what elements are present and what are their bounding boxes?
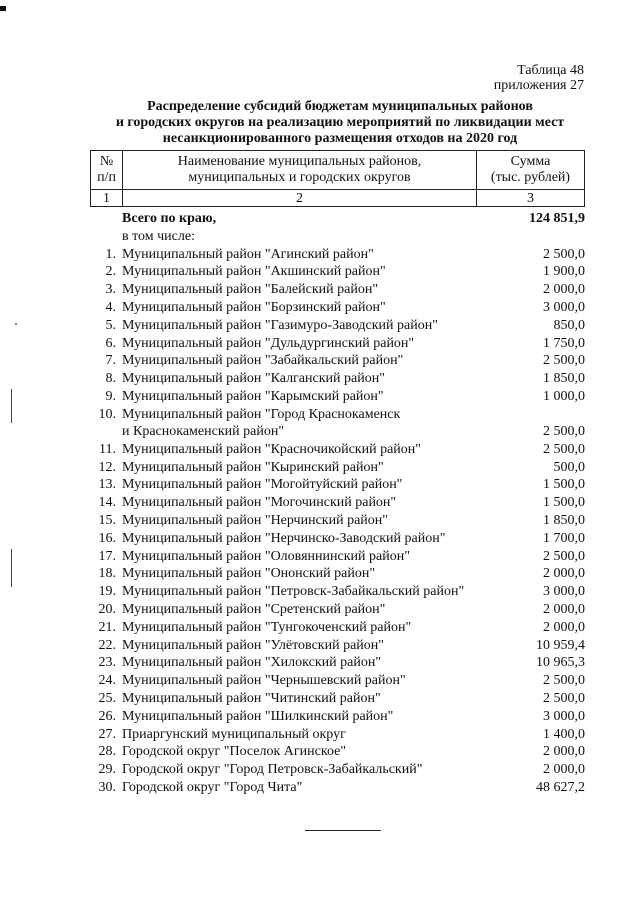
row-name: Городской округ "Поселок Агинское" [122, 744, 347, 760]
total-label: Всего по краю, [122, 211, 217, 226]
row-number: 21. [98, 619, 116, 635]
row-value: 3 000,0 [543, 708, 585, 724]
row-name-line: и Краснокаменский район" [122, 423, 285, 439]
row-name [122, 406, 400, 440]
row-number: 20. [98, 601, 116, 617]
table-row [90, 637, 585, 655]
row-name: Муниципальный район "Нерчинско-Заводский район" [122, 530, 446, 546]
including-row [90, 228, 585, 246]
col-sum-label: (тыс. рублей) [490, 170, 571, 185]
row-name: Муниципальный район "Ононский район" [122, 566, 376, 582]
table-row [90, 317, 585, 335]
col-sum-label: Сумма [510, 154, 551, 169]
table-row [90, 726, 585, 744]
row-number: 5. [105, 317, 116, 333]
table-body [90, 210, 585, 797]
row-number: 29. [98, 762, 116, 778]
row-name: Муниципальный район "Могочинский район" [122, 495, 397, 511]
col-index: 1 [91, 190, 123, 207]
row-name: Городской округ "Город Чита" [122, 779, 303, 795]
row-number: 22. [98, 637, 116, 653]
row-value: 1 400,0 [543, 726, 585, 742]
table-row [90, 654, 585, 672]
row-value: 2 000,0 [543, 744, 585, 760]
row-value: 3 000,0 [543, 584, 585, 600]
table-row [90, 512, 585, 530]
row-value: 2 500,0 [543, 548, 585, 564]
row-number: 11. [99, 441, 116, 457]
table-row [90, 299, 585, 317]
row-value: 1 700,0 [543, 530, 585, 546]
row-value: 2 000,0 [543, 282, 585, 298]
row-value: 10 965,3 [536, 655, 585, 671]
col-name-label: Наименование муниципальных районов, [177, 154, 422, 169]
col-num-label: п/п [97, 170, 116, 185]
row-number: 16. [98, 530, 116, 546]
col-num-label: № [99, 154, 114, 169]
scan-corner-mark [0, 6, 6, 11]
table-row [90, 246, 585, 264]
table-row [90, 672, 585, 690]
table-row [90, 601, 585, 619]
table-row [90, 565, 585, 583]
row-value: 500,0 [553, 459, 585, 475]
table-row [90, 263, 585, 281]
row-number: 26. [98, 708, 116, 724]
row-value: 2 000,0 [543, 762, 585, 778]
title-line: и городских округов на реализацию мероприятий по ликвидации мест [115, 115, 565, 130]
row-number: 24. [98, 673, 116, 689]
col-sum-header [477, 151, 585, 190]
row-number: 9. [105, 388, 116, 404]
row-name: Муниципальный район "Петровск-Забайкальский район" [122, 584, 465, 600]
scan-margin-mark [11, 549, 12, 587]
row-name: Муниципальный район "Шилкинский район" [122, 708, 394, 724]
table-row [90, 583, 585, 601]
row-number: 4. [105, 299, 116, 315]
row-name: Муниципальный район "Калганский район" [122, 371, 385, 387]
row-name-line: Муниципальный район "Город Краснокаменск [122, 406, 401, 422]
row-name: Муниципальный район "Борзинский район" [122, 299, 386, 315]
row-value: 1 850,0 [543, 371, 585, 387]
row-name: Муниципальный район "Улётовский район" [122, 637, 384, 653]
row-name: Муниципальный район "Газимуро-Заводский район" [122, 317, 438, 333]
row-name: Муниципальный район "Карымский район" [122, 388, 384, 404]
row-value: 2 000,0 [543, 619, 585, 635]
row-value: 2 500,0 [543, 423, 585, 439]
col-num-header [91, 151, 123, 190]
row-name: Муниципальный район "Акшинский район" [122, 264, 386, 280]
row-number: 13. [98, 477, 116, 493]
row-number: 6. [105, 335, 116, 351]
row-value: 1 850,0 [543, 512, 585, 528]
row-number: 15. [98, 512, 116, 528]
row-value: 1 000,0 [543, 388, 585, 404]
including-label: в том числе: [122, 228, 195, 244]
row-number: 14. [98, 495, 116, 511]
total-value: 124 851,9 [529, 211, 585, 226]
row-number: 25. [98, 690, 116, 706]
table-row [90, 406, 585, 441]
row-value: 2 000,0 [543, 601, 585, 617]
table-row [90, 441, 585, 459]
row-number: 7. [105, 353, 116, 369]
table-row [90, 548, 585, 566]
table-reference [494, 63, 584, 93]
row-name: Муниципальный район "Чернышевский район" [122, 673, 406, 689]
table-row [90, 761, 585, 779]
row-name: Муниципальный район "Забайкальский район" [122, 353, 404, 369]
row-value: 2 500,0 [543, 246, 585, 262]
row-name: Муниципальный район "Оловяннинский район" [122, 548, 410, 564]
row-value: 10 959,4 [536, 637, 585, 653]
row-name: Муниципальный район "Кыринский район" [122, 459, 384, 475]
scan-margin-mark [11, 389, 12, 423]
row-name: Муниципальный район "Красночикойский район" [122, 441, 421, 457]
table-number: Таблица 48 [517, 63, 584, 78]
row-number: 12. [98, 459, 116, 475]
document-title [90, 99, 590, 147]
col-index: 2 [123, 190, 477, 207]
row-value: 3 000,0 [543, 299, 585, 315]
row-name: Муниципальный район "Читинский район" [122, 690, 381, 706]
row-value: 2 500,0 [543, 441, 585, 457]
table-row [90, 459, 585, 477]
row-name: Муниципальный район "Тунгокоченский район" [122, 619, 412, 635]
table-row [90, 281, 585, 299]
row-value: 1 500,0 [543, 495, 585, 511]
table-row [90, 370, 585, 388]
table-row [90, 530, 585, 548]
row-value: 2 500,0 [543, 673, 585, 689]
row-value: 850,0 [553, 317, 585, 333]
table-row [90, 388, 585, 406]
table-header [90, 150, 585, 207]
row-value: 1 500,0 [543, 477, 585, 493]
row-name: Муниципальный район "Могойтуйский район" [122, 477, 403, 493]
col-name-label: муниципальных и городских округов [188, 170, 411, 185]
table-row [90, 619, 585, 637]
row-number: 27. [98, 726, 116, 742]
row-name: Приаргунский муниципальный округ [122, 726, 346, 742]
table-row [90, 779, 585, 797]
row-value: 1 900,0 [543, 264, 585, 280]
row-number: 23. [98, 655, 116, 671]
table-row [90, 352, 585, 370]
row-name: Муниципальный район "Хилокский район" [122, 655, 382, 671]
row-number: 2. [105, 264, 116, 280]
row-number: 8. [105, 371, 116, 387]
appendix-number: приложения 27 [493, 78, 584, 93]
table-row [90, 494, 585, 512]
row-value: 2 000,0 [543, 566, 585, 582]
end-line [305, 830, 381, 831]
row-number: 28. [98, 744, 116, 760]
row-number: 30. [98, 779, 116, 795]
scan-dot [15, 323, 17, 325]
row-name: Городской округ "Город Петровск-Забайкальский" [122, 762, 423, 778]
col-name-header [123, 151, 477, 190]
title-line: Распределение субсидий бюджетам муниципальных районов [147, 99, 533, 114]
row-name: Муниципальный район "Балейский район" [122, 282, 379, 298]
table-row [90, 690, 585, 708]
row-name: Муниципальный район "Агинский район" [122, 246, 374, 262]
row-name: Муниципальный район "Дульдургинский район" [122, 335, 415, 351]
total-row [90, 210, 585, 228]
row-name: Муниципальный район "Сретенский район" [122, 601, 386, 617]
row-value: 1 750,0 [543, 335, 585, 351]
row-value: 2 500,0 [543, 690, 585, 706]
row-value: 2 500,0 [543, 353, 585, 369]
row-number: 19. [98, 584, 116, 600]
row-value: 48 627,2 [536, 779, 585, 795]
table-row [90, 708, 585, 726]
row-number: 3. [105, 282, 116, 298]
row-name: Муниципальный район "Нерчинский район" [122, 512, 388, 528]
table-row [90, 743, 585, 761]
row-number: 18. [98, 566, 116, 582]
table-row [90, 476, 585, 494]
row-number: 1. [105, 246, 116, 262]
col-index: 3 [477, 190, 585, 207]
title-line: несанкционированного размещения отходов на 2020 год [162, 131, 518, 146]
table-row [90, 335, 585, 353]
row-number: 17. [98, 548, 116, 564]
row-number: 10. [98, 406, 116, 422]
